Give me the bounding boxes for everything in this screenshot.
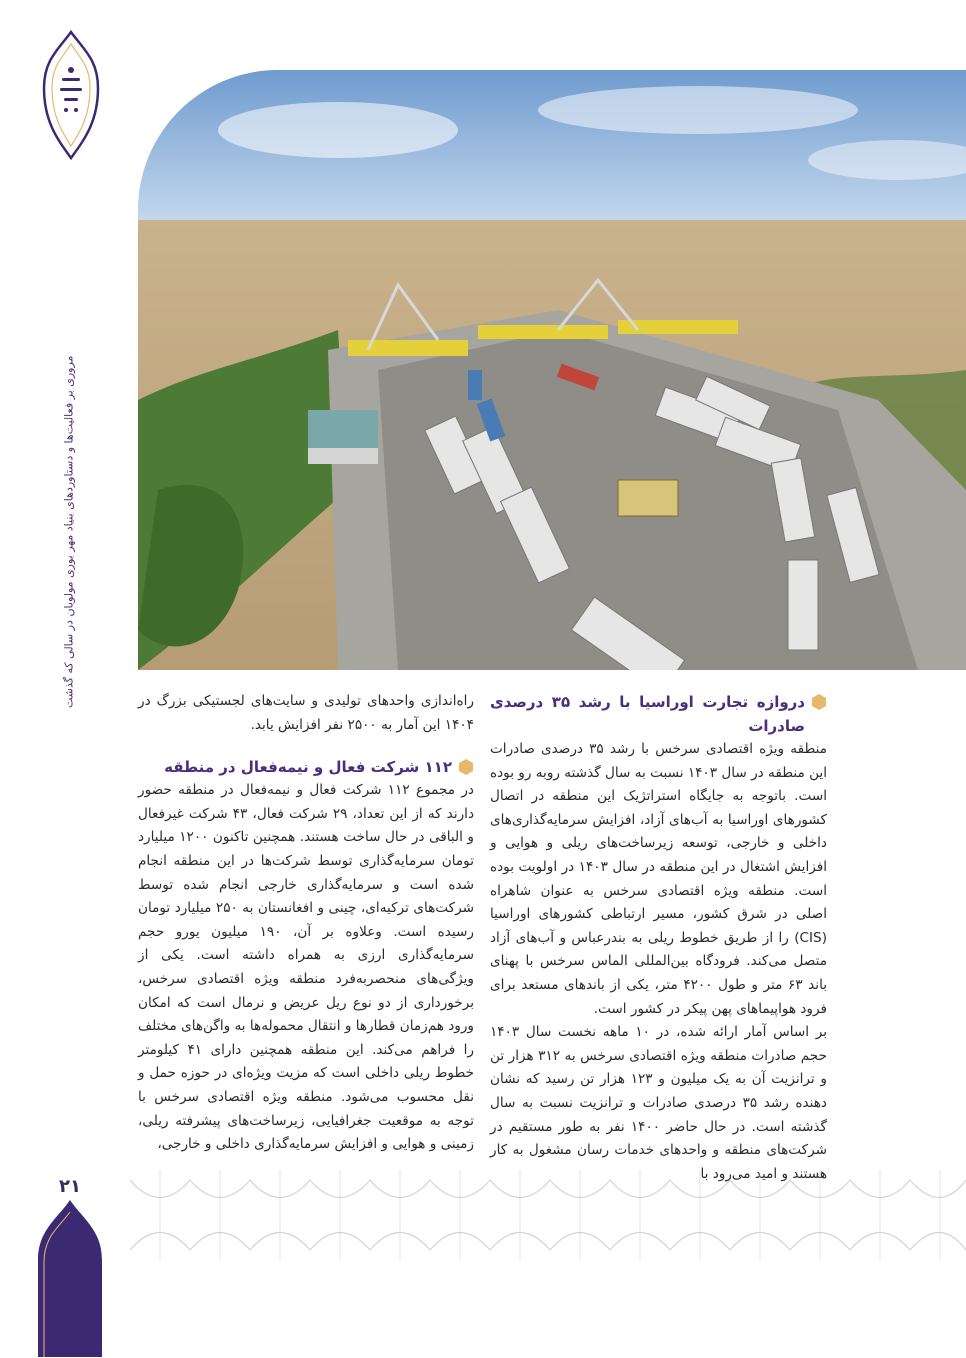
logo-emblem-icon bbox=[40, 30, 102, 160]
border-terminal-photo bbox=[138, 70, 966, 670]
spine-bottom-tab bbox=[38, 1200, 102, 1357]
section-heading-trade bbox=[490, 690, 827, 738]
hexagon-bullet-icon bbox=[811, 694, 827, 710]
paragraph: منطقه ویژه اقتصادی سرخس با رشد ۳۵ درصدی صادرات این منطقه در سال ۱۴۰۳ نسبت به سال گذشته روبه رو بوده است. باتوجه به جایگاه استراتژیک این منطقه در اتصال کشورهای اوراسیا به آب‌های آزاد، افزایش سرمایه‌گذاری‌های داخلی و خارجی، توسعه زیرساخت‌های ریلی و هوایی و افزایش اشتغال در این منطقه در سال ۱۴۰۳ در اولویت بوده است. منطقه ویژه اقتصادی سرخس به عنوان شاهراه اصلی در شرق کشور، مسیر ارتباطی کشورهای اوراسیا (CIS) را از طریق خطوط ریلی به بندرعباس و آب‌های آزاد متصل می‌کند. فرودگاه بین‌المللی الماس سرخس با پهنای باند ۶۳ متر و طول ۴۲۰۰ متر، یکی از باندهای مستعد برای فرود هواپیماهای پهن پیکر در کشور است. bbox=[490, 741, 828, 1017]
right-column bbox=[490, 690, 827, 1186]
section-heading-text: دروازه تجارت اوراسیا با رشد ۳۵ درصدی صادرات bbox=[490, 693, 805, 735]
section-heading-text: ۱۱۲ شرکت فعال و نیمه‌فعال در منطقه bbox=[164, 758, 452, 777]
spine-title: مروری بر فعالیت‌ها و دستاوردهای بنیاد مهر بوری مولوبان در سالی که گذشت bbox=[62, 355, 76, 708]
section-heading-companies bbox=[138, 755, 474, 779]
ornamental-pattern bbox=[130, 1170, 966, 1260]
paragraph: راه‌اندازی واحدهای تولیدی و سایت‌های لجستیکی بزرگ در ۱۴۰۴ این آمار به ۲۵۰۰ نفر افزایش یابد. bbox=[138, 693, 474, 733]
paragraph: بر اساس آمار ارائه شده، در ۱۰ ماهه نخست سال ۱۴۰۳ حجم صادرات منطقه ویژه اقتصادی سرخس به ۳۱۲ هزار تن و ترانزیت آن به یک میلیون و ۱۲۳ هزار تن رسید که نشان دهنده رشد ۳۵ درصدی صادرات و ترانزیت نسبت به سال گذشته است. در حال حاضر ۱۴۰۰ نفر به طور مستقیم در شرکت‌های منطقه و واحدهای خدمات رسان مشغول به کار هستند و امید می‌رود با bbox=[490, 1024, 827, 1182]
left-column bbox=[138, 690, 474, 1157]
hexagon-bullet-icon bbox=[458, 759, 474, 775]
page-number: ۲۱ bbox=[59, 1176, 81, 1197]
paragraph: در مجموع ۱۱۲ شرکت فعال و نیمه‌فعال در منطقه حضور دارند که از این تعداد، ۲۹ شرکت فعال، ۴۳ شرکت غیرفعال و الباقی در حال ساخت هستند. همچنین تاکنون ۱۲۰۰ میلیارد تومان سرمایه‌گذاری توسط شرکت‌ها در این منطقه انجام شده است و سرمایه‌گذاری خارجی انجام شده توسط شرکت‌های ترکیه‌ای، چینی و افغانستان به ۲۵۰ میلیارد تومان رسیده است. وعلاوه بر آن، ۱۹۰ میلیون یورو حجم سرمایه‌گذاری ارزی به همراه داشته است. یکی از ویژگی‌های منحصربه‌فرد منطقه ویژه اقتصادی سرخس، برخورداری از دو نوع ریل عریض و نرمال است که امکان ورود هم‌زمان قطارها و انتقال محموله‌ها به واگن‌های مختلف را فراهم می‌کند. این منطقه همچنین دارای ۴۱ کیلومتر خطوط ریلی داخلی است که مزیت ویژه‌ای در حوزه حمل و نقل محسوب می‌شود. منطقه ویژه اقتصادی سرخس با توجه به موقعیت جغرافیایی، زیرساخت‌های پیشرفته ریلی، زمینی و هوایی و افزایش سرمایه‌گذاری داخلی و خارجی، bbox=[138, 782, 474, 1153]
